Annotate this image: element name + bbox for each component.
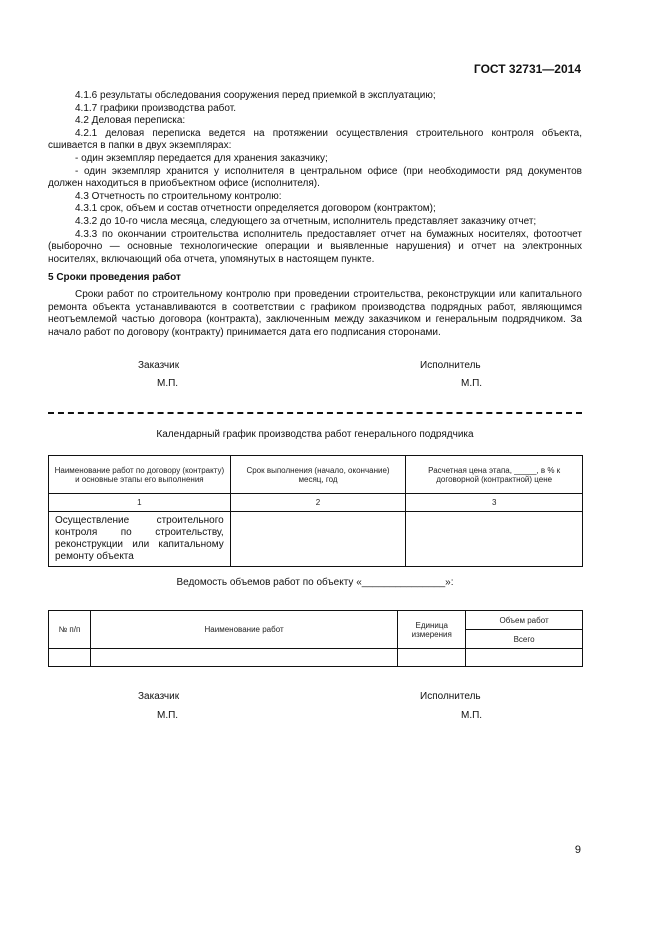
page-number: 9: [574, 844, 581, 856]
cut-line: [48, 412, 582, 414]
customer-seal: М.П.: [157, 378, 179, 389]
contractor-label: Исполнитель: [420, 360, 481, 371]
volumes-table: [48, 610, 583, 667]
contractor-seal: М.П.: [461, 378, 483, 389]
schedule-table: [48, 455, 583, 567]
header-cell: Расчетная цена этапа, _____, в % к договорной (контрактной) цене: [406, 456, 583, 494]
header-cell: Объем работ: [466, 611, 583, 630]
paragraph: 4.2.1 деловая переписка ведется на протяжении осуществления строительного контроля объекта, сшивается в папки в двух экземплярах:: [48, 127, 582, 152]
paragraph: 4.1.6 результаты обследования сооружения перед приемкой в эксплуатацию;: [75, 90, 436, 101]
body-text: [48, 90, 582, 339]
standard-code: ГОСТ 32731—2014: [473, 62, 581, 76]
table-cell: [466, 649, 583, 667]
table-cell: [398, 649, 466, 667]
contractor-label: Исполнитель: [420, 691, 481, 702]
table-cell: [406, 512, 583, 567]
paragraph: - один экземпляр хранится у исполнителя в центральном офисе (при необходимости ряд документов должен находиться в приобъектном офисе (исполнителя).: [48, 165, 582, 190]
section-title: 5 Сроки проведения работ: [48, 272, 181, 284]
table-cell: Осуществление строительного контроля по строительству, реконструкции или капитальному ремонту объекта: [49, 512, 231, 567]
customer-label: Заказчик: [138, 360, 180, 371]
paragraph: 4.3.3 по окончании строительства исполнитель предоставляет отчет на бумажных носителях, фотоотчет (выборочно — основные технологические операции и выявленные нарушения) и отчет на электронных носителях, включающий оба отчета, упомянутых в настоящем пункте.: [48, 228, 582, 265]
paragraph: 4.3.2 до 10-го числа месяца, следующего за отчетным, исполнитель представляет заказчику отчет;: [75, 215, 537, 227]
column-number: 3: [406, 494, 583, 512]
paragraph: - один экземпляр передается для хранения заказчику;: [75, 152, 328, 164]
customer-seal: М.П.: [157, 710, 179, 721]
contractor-seal: М.П.: [461, 710, 483, 721]
column-number-row: [49, 494, 583, 512]
table-header-row: [49, 456, 583, 494]
table-cell: [90, 649, 397, 667]
table-row: [49, 512, 583, 567]
paragraph: 4.3.1 срок, объем и состав отчетности определяется договором (контрактом);: [75, 203, 436, 215]
header-cell: Всего: [466, 630, 583, 649]
header-cell: Срок выполнения (начало, окончание) месяц, год: [230, 456, 406, 494]
table-cell: [230, 512, 406, 567]
paragraph: 4.1.7 графики производства работ.: [75, 102, 236, 114]
schedule-caption: Календарный график производства работ генерального подрядчика: [156, 429, 474, 440]
paragraph: 4.3 Отчетность по строительному контролю:: [75, 190, 282, 202]
header-cell: Наименование работ: [90, 611, 397, 649]
paragraph: 4.2 Деловая переписка:: [75, 115, 186, 127]
header-cell: Единица измерения: [398, 611, 466, 649]
volumes-caption: Ведомость объемов работ по объекту «_______________»:: [176, 577, 454, 588]
header-cell: № п/п: [49, 611, 91, 649]
header-cell: Наименование работ по договору (контракту) и основные этапы его выполнения: [49, 456, 231, 494]
table-row: [49, 649, 583, 667]
table-header-row: [49, 611, 583, 630]
section-text: Сроки работ по строительному контролю при проведении строительства, реконструкции или капитального ремонта объекта устанавливаются в соответствии с графиком производства подрядных работ, являющимся неотъемлемой частью договора (контракта), заключенным между заказчиком и генеральным подрядчиком. За начало работ по договору (контракту) принимается дата его подписания сторонами.: [48, 288, 582, 338]
customer-label: Заказчик: [138, 691, 180, 702]
column-number: 1: [49, 494, 231, 512]
table-cell: [49, 649, 91, 667]
column-number: 2: [230, 494, 406, 512]
